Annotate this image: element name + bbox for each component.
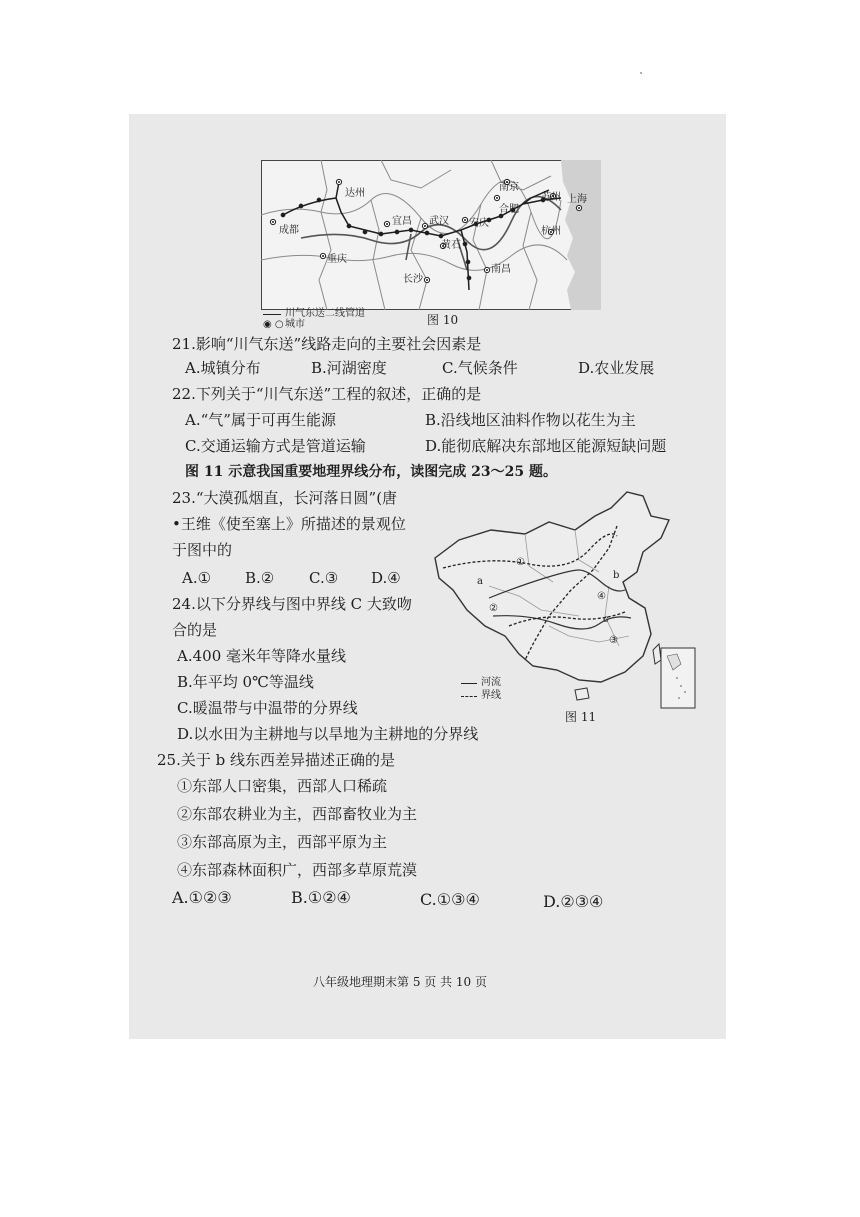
- q22-option-b: B.沿线地区油料作物以花生为主: [425, 411, 636, 429]
- city-label-hangzhou: 杭州: [541, 226, 561, 237]
- figure-11-caption: 图 11: [565, 710, 597, 724]
- q21-stem: 21.影响“川气东送”线路走向的主要社会因素是: [172, 335, 482, 353]
- city-label-hefei: 合肥: [499, 204, 519, 215]
- q23-option-a: A.①: [182, 569, 212, 587]
- city-label-dazhou: 达州: [345, 188, 365, 199]
- city-label-chongqing: 重庆: [327, 254, 347, 265]
- figure-11-china-map: [429, 486, 697, 716]
- region-1-marker: ①: [516, 557, 525, 568]
- q23-option-b: B.②: [245, 569, 275, 587]
- q25-stem: 25.关于 b 线东西差异描述正确的是: [157, 751, 395, 769]
- q24-stem-line2: 合的是: [172, 621, 218, 639]
- legend-pipeline-label: 川气东送二线管道: [285, 308, 365, 319]
- q25-statement-1: ①东部人口密集，西部人口稀疏: [177, 777, 388, 795]
- q24-option-b: B.年平均 0℃等温线: [177, 673, 314, 691]
- legend-river-icon: [461, 683, 477, 684]
- q24-option-d: D.以水田为主耕地与以旱地为主耕地的分界线: [177, 725, 479, 743]
- boundary-b-label: b: [613, 570, 620, 581]
- region-4-marker: ④: [597, 591, 606, 602]
- q21-option-b: B.河湖密度: [311, 359, 387, 377]
- city-label-chengdu: 成都: [279, 225, 299, 236]
- q22-option-c: C.交通运输方式是管道运输: [185, 437, 366, 455]
- legend-boundary-label: 界线: [481, 690, 501, 701]
- city-label-nanchang: 南昌: [491, 264, 511, 275]
- city-label-changsha: 长沙: [403, 274, 423, 285]
- q25-option-b: B.①②④: [291, 888, 351, 907]
- legend-city-label: 城市: [285, 319, 305, 330]
- legend-river-label: 河流: [481, 677, 501, 688]
- q22-option-d: D.能彻底解决东部地区能源短缺问题: [425, 437, 667, 455]
- page-footer: 八年级地理期末第 5 页 共 10 页: [313, 975, 487, 989]
- boundary-c-label: c: [603, 614, 609, 625]
- q21-option-d: D.农业发展: [578, 359, 655, 377]
- q24-option-c: C.暖温带与中温带的分界线: [177, 699, 358, 717]
- q25-statement-3: ③东部高原为主，西部平原为主: [177, 833, 388, 851]
- scan-speck: [640, 72, 642, 74]
- q24-stem-line1: 24.以下分界线与图中界线 C 大致吻: [172, 595, 412, 613]
- q23-option-c: C.③: [309, 569, 339, 587]
- q23-stem-line2: •王维《使至塞上》所描述的景观位: [172, 515, 406, 533]
- q21-option-c: C.气候条件: [442, 359, 518, 377]
- city-label-suzhou: 苏州: [541, 192, 561, 203]
- q25-option-c: C.①③④: [420, 890, 480, 909]
- city-label-nanjing: 南京: [499, 182, 519, 193]
- fig11-instruction: 图 11 示意我国重要地理界线分布，读图完成 23～25 题。: [185, 464, 557, 480]
- boundary-a-label: a: [477, 576, 483, 587]
- region-2-marker: ②: [489, 603, 498, 614]
- q25-statement-4: ④东部森林面积广，西部多草原荒漠: [177, 861, 418, 879]
- city-label-yichang: 宜昌: [392, 216, 412, 227]
- q22-stem: 22.下列关于“川气东送”工程的叙述，正确的是: [172, 385, 482, 403]
- legend-pipeline-icon: [263, 314, 281, 315]
- q23-stem-line3: 于图中的: [172, 541, 233, 559]
- city-label-wuhan: 武汉: [429, 216, 449, 227]
- q24-option-a: A.400 毫米年等降水量线: [177, 647, 346, 665]
- q21-option-a: A.城镇分布: [185, 359, 261, 377]
- q23-option-d: D.④: [371, 569, 401, 587]
- q25-option-a: A.①②③: [172, 888, 232, 907]
- q25-option-d: D.②③④: [543, 892, 604, 911]
- legend-city-icon: ◉ ○: [263, 319, 284, 330]
- city-label-anqing: 安庆: [469, 218, 489, 229]
- q22-option-a: A.“气”属于可再生能源: [185, 411, 336, 429]
- region-3-marker: ③: [609, 635, 618, 646]
- q23-stem-line1: 23.“大漠孤烟直，长河落日圆”(唐: [172, 489, 398, 507]
- city-label-huangshi: 黄石: [441, 240, 461, 251]
- scanned-page: [129, 114, 726, 1039]
- legend-boundary-icon: [461, 696, 477, 697]
- city-label-shanghai: 上海: [567, 194, 587, 205]
- q25-statement-2: ②东部农耕业为主，西部畜牧业为主: [177, 805, 418, 823]
- figure-10-caption: 图 10: [427, 313, 459, 327]
